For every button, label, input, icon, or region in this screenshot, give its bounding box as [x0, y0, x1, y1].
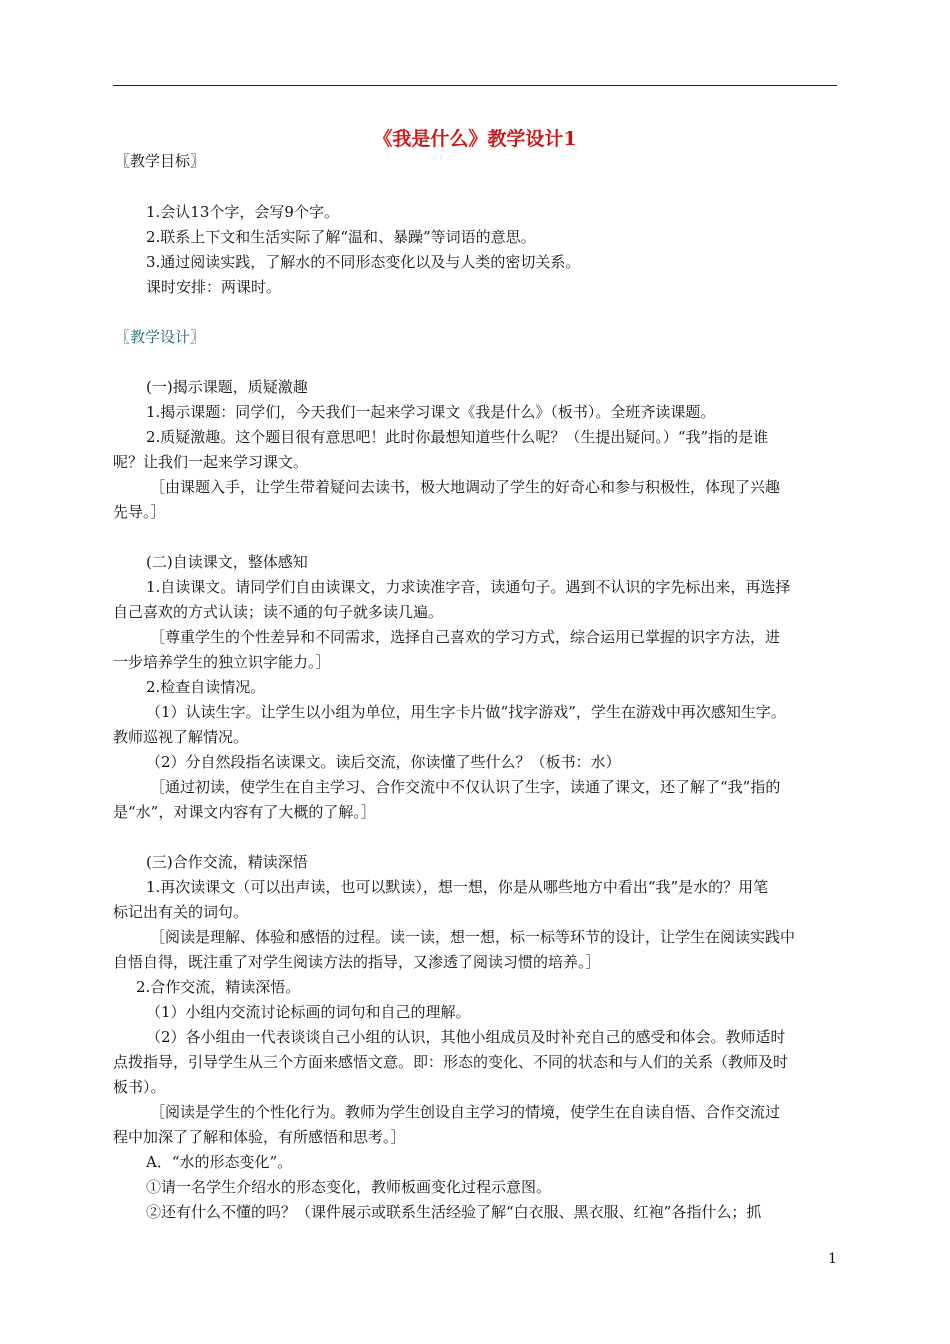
- text-line: 呢？让我们一起来学习课文。: [113, 453, 309, 471]
- text-line: 1.揭示课题：同学们，今天我们一起来学习课文《我是什么》（板书）。全班齐读课题。: [146, 403, 716, 421]
- text-line: 标记出有关的词句。: [113, 903, 249, 921]
- text-line: 先导。］: [113, 503, 166, 521]
- text-line: 课时安排：两课时。: [146, 278, 282, 296]
- text-line: ［阅读是理解、体验和感悟的过程。读一读，想一想，标一标等环节的设计，让学生在阅读实践中: [150, 928, 796, 946]
- text-line: (二)自读课文，整体感知: [146, 553, 308, 571]
- text-line: 自悟自得，既注重了对学生阅读方法的指导，又渗透了阅读习惯的培养。］: [113, 953, 601, 971]
- document-title: 《我是什么》教学设计1: [373, 128, 577, 150]
- text-line: 1.再次读课文（可以出声读，也可以默读），想一想，你是从哪些地方中看出“我”是水的？用笔: [146, 878, 769, 896]
- text-line: （1）小组内交流讨论标画的词句和自己的理解。: [146, 1003, 471, 1021]
- text-line: (一)揭示课题，质疑激趣: [146, 378, 308, 396]
- text-line: 自己喜欢的方式认读；读不通的句子就多读几遍。: [113, 603, 444, 621]
- text-line: A．“水的形态变化”。: [146, 1153, 293, 1171]
- text-line: 1.自读课文。请同学们自由读课文，力求读准字音，读通句子。遇到不认识的字先标出来，再选择: [146, 578, 791, 596]
- text-line: 板书）。: [113, 1078, 166, 1096]
- text-line: ［尊重学生的个性差异和不同需求，选择自己喜欢的学习方式，综合运用已掌握的识字方法，进: [150, 628, 781, 646]
- text-line: ［阅读是学生的个性化行为。教师为学生创设自主学习的情境，使学生在自读自悟、合作交流过: [150, 1103, 781, 1121]
- text-line: （2）分自然段指名读课文。读后交流，你读懂了些什么？（板书：水）: [146, 753, 621, 771]
- text-line: 点拨指导，引导学生从三个方面来感悟文意。即：形态的变化、不同的状态和与人们的关系（教师及时: [113, 1053, 789, 1071]
- text-line: 教师巡视了解情况。: [113, 728, 249, 746]
- text-line: (三)合作交流，精读深悟: [146, 853, 308, 871]
- text-line: 2.合作交流，精读深悟。: [136, 978, 301, 996]
- section-heading-goals: 〖教学目标〗: [115, 152, 206, 170]
- text-line: ［通过初读，使学生在自主学习、合作交流中不仅认识了生字，读通了课文，还了解了“我”指的: [150, 778, 781, 796]
- section-heading-design: 〖教学设计〗: [115, 328, 206, 346]
- text-line: 程中加深了了解和体验，有所感悟和思考。］: [113, 1128, 406, 1146]
- page-number: 1: [828, 1251, 837, 1267]
- text-line: （1）认读生字。让学生以小组为单位，用生字卡片做“找字游戏”，学生在游戏中再次感知生字。: [146, 703, 786, 721]
- text-line: 3.通过阅读实践，了解水的不同形态变化以及与人类的密切关系。: [146, 253, 581, 271]
- text-line: 2.质疑激趣。这个题目很有意思吧！此时你最想知道些什么呢？（生提出疑问。）“我”指的是谁: [146, 428, 769, 446]
- header-rule: [113, 85, 837, 86]
- text-line: 2.联系上下文和生活实际了解“温和、暴躁”等词语的意思。: [146, 228, 536, 246]
- text-line: ①请一名学生介绍水的形态变化，教师板画变化过程示意图。: [146, 1178, 552, 1196]
- text-line: 一步培养学生的独立识字能力。］: [113, 653, 331, 671]
- text-line: ［由课题入手，让学生带着疑问去读书，极大地调动了学生的好奇心和参与积极性，体现了兴趣: [150, 478, 781, 496]
- text-line: 2.检查自读情况。: [146, 678, 266, 696]
- text-line: 是“水”，对课文内容有了大概的了解。］: [113, 803, 376, 821]
- text-line: （2）各小组由一代表谈谈自己小组的认识，其他小组成员及时补充自己的感受和体会。教师适时: [146, 1028, 786, 1046]
- text-line: ②还有什么不懂的吗？（课件展示或联系生活经验了解“白衣服、黑衣服、红袍”各指什么；抓: [146, 1203, 762, 1221]
- text-line: 1.会认13个字，会写9个字。: [146, 203, 339, 221]
